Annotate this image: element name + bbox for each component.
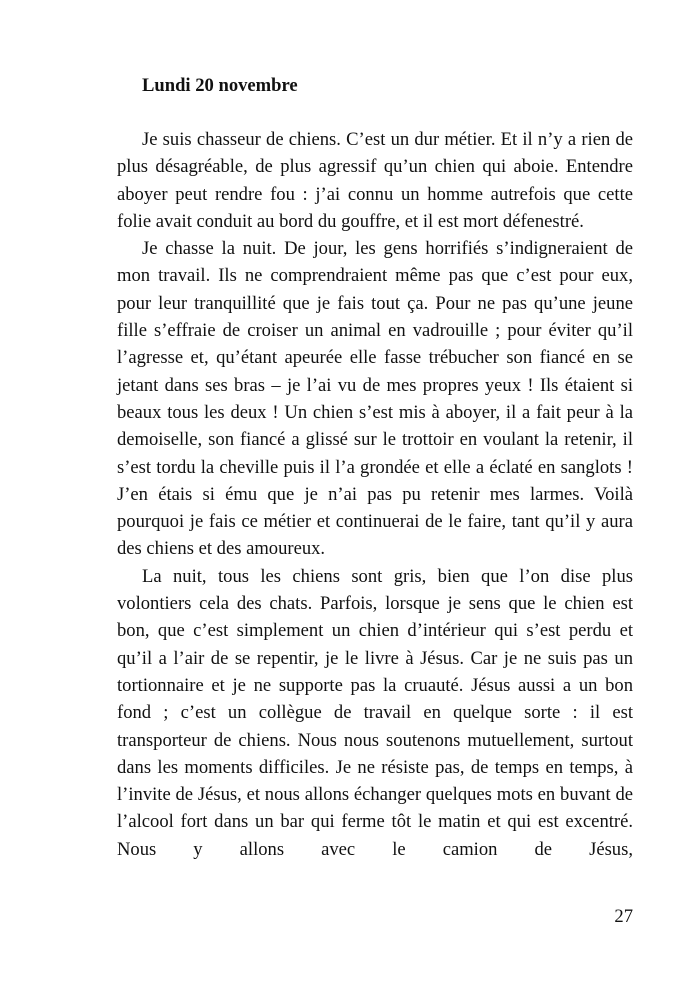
paragraph-2: Je chasse la nuit. De jour, les gens horrifiés s’indigneraient de mon travail. Ils ne comprendraient même pas que c’est pour eux, pour leur tranquillité que je fais tout ça. Pour ne pas qu’une jeune fille s’effraie de croiser un animal en vadrouille ; pour éviter qu’il l’agresse et, qu’étant apeurée elle fasse trébucher son fiancé en se jetant dans ses bras – je l’ai vu de mes propres yeux ! Ils étaient si beaux tous les deux ! Un chien s’est mis à aboyer, il a fait peur à la demoiselle, son fiancé a glissé sur le trottoir en voulant la retenir, il s’est tordu la cheville puis il l’a grondée et elle a éclaté en sanglots ! J’en étais si ému que je n’ai pas pu retenir mes larmes. Voilà pourquoi je fais ce métier et continuerai de le faire, tant qu’il y aura des chiens et des amoureux.	[117, 238, 633, 560]
paragraph-3: La nuit, tous les chiens sont gris, bien que l’on dise plus volontiers cela des chats. Parfois, lorsque je sens que le chien est bon, que c’est simplement un chien d’intérieur qui s’est perdu et qu’il a l’air de se repentir, je le livre à Jésus. Car je ne suis pas un tortionnaire et je ne supporte pas la cruauté. Jésus aussi a un bon fond ; c’est un collègue de travail en quelque sorte : il est transporteur de chiens. Nous nous soutenons mutuellement, surtout dans les moments difficiles. Je ne résiste pas, de temps en temps, à l’invite de Jésus, et nous allons échanger quelques mots en buvant de l’alcool fort dans un bar qui ferme tôt le matin et qui est excentré. Nous y allons avec le camion de Jésus,	[117, 565, 633, 860]
page-body	[117, 126, 633, 863]
paragraph-1: Je suis chasseur de chiens. C’est un dur métier. Et il n’y a rien de plus désagréable, de plus agressif qu’un chien qui aboie. Entendre aboyer peut rendre fou : j’ai connu un homme autrefois que cette folie avait conduit au bord du gouffre, et il est mort défenestré.	[117, 129, 633, 232]
book-page	[117, 72, 633, 863]
chapter-heading: Lundi 20 novembre	[142, 75, 298, 96]
page-number: 27	[614, 906, 633, 927]
